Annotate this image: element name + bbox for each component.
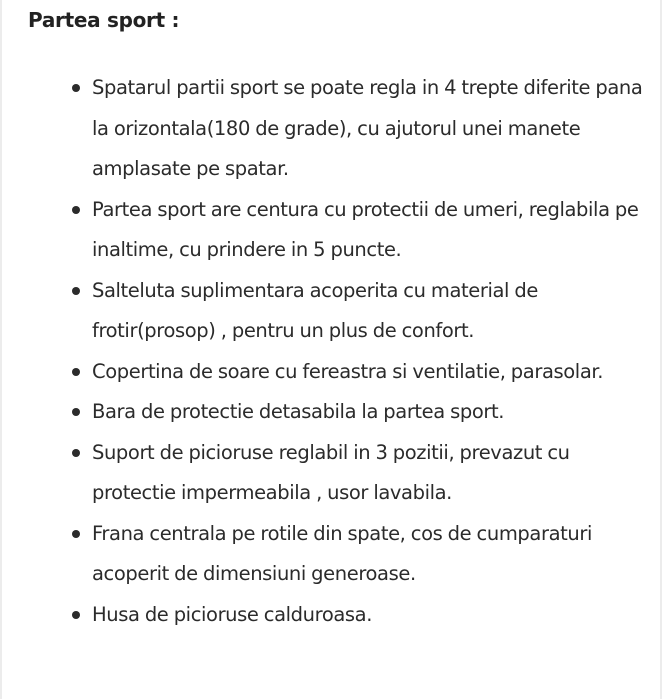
list-item-text: Husa de picioruse calduroasa. <box>92 602 373 626</box>
list-item <box>92 271 652 352</box>
list-item-text: Partea sport are centura cu protectii de umeri, reglabila pe inaltime, cu prindere in 5 puncte. <box>92 197 639 261</box>
bullet-icon <box>72 287 80 295</box>
list-item <box>92 190 652 271</box>
list-item <box>92 433 652 514</box>
list-item-text: Bara de protectie detasabila la partea sport. <box>92 400 505 423</box>
bullet-icon <box>72 84 80 92</box>
list-item-text: Suport de picioruse reglabil in 3 pozitii, prevazut cu protectie impermeabila , usor lavabila. <box>92 440 570 504</box>
list-item <box>92 514 652 595</box>
list-item <box>92 68 652 190</box>
bullet-icon <box>72 408 80 416</box>
section-heading: Partea sport : <box>28 8 180 32</box>
list-item <box>92 595 652 636</box>
list-item-text: Copertina de soare cu fereastra si ventilatie, parasolar. <box>92 359 603 383</box>
bullet-icon <box>72 368 80 376</box>
feature-list <box>92 68 652 635</box>
list-item-text: Salteluta suplimentara acoperita cu material de frotir(prosop) , pentru un plus de confort. <box>92 278 538 342</box>
list-item-text: Spatarul partii sport se poate regla in 4 trepte diferite pana la orizontala(180 de grade), cu ajutorul unei manete amplasate pe spatar. <box>92 76 643 180</box>
bullet-icon <box>72 530 80 538</box>
list-item <box>92 392 652 433</box>
bullet-icon <box>72 449 80 457</box>
list-item-text: Frana centrala pe rotile din spate, cos de cumparaturi acoperit de dimensiuni generoase. <box>92 521 592 585</box>
bullet-icon <box>72 206 80 214</box>
bullet-icon <box>72 611 80 619</box>
list-item <box>92 352 652 393</box>
